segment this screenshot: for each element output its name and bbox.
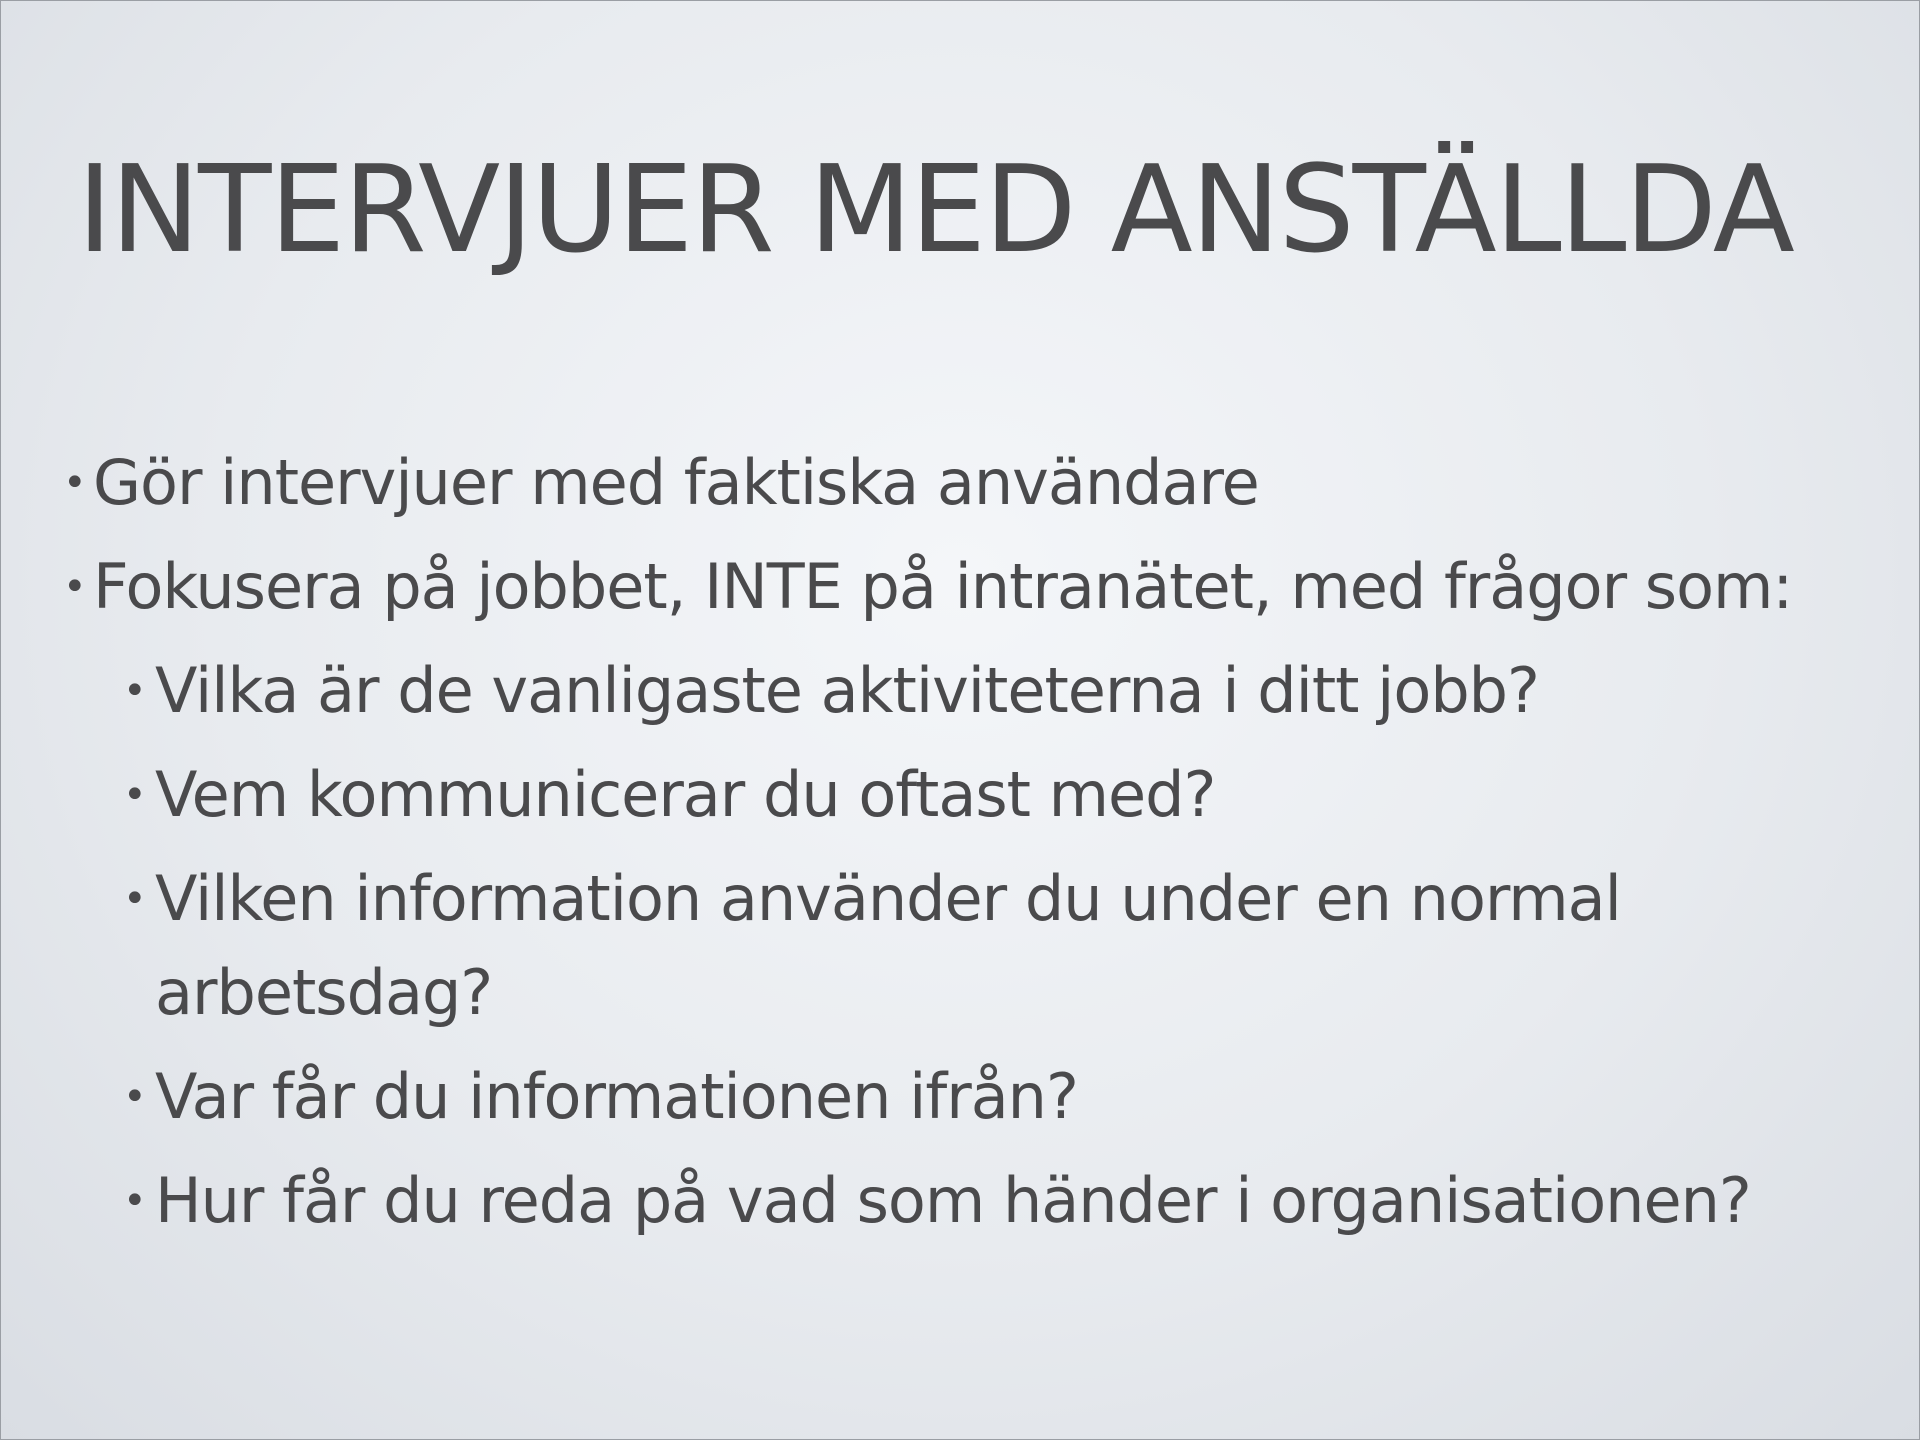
bullet-text: Vilka är de vanligaste aktiviteterna i ditt jobb? <box>155 654 1539 727</box>
sub-bullet-item <box>123 847 1735 1045</box>
bullet-dot-icon: • <box>63 460 86 506</box>
sub-bullet-item <box>123 743 1785 847</box>
bullet-dot-icon: • <box>123 772 146 818</box>
bullet-text: Gör intervjuer med faktiska användare <box>93 446 1259 519</box>
bullet-dot-icon: • <box>123 668 146 714</box>
bullet-text: Var får du informationen ifrån? <box>155 1060 1078 1133</box>
bullet-dot-icon: • <box>63 564 86 610</box>
bullet-text: Vilken information använder du under en normal arbetsdag? <box>155 862 1621 1029</box>
bullet-text: Hur får du reda på vad som händer i organisationen? <box>155 1164 1751 1237</box>
bullet-dot-icon: • <box>123 1178 146 1224</box>
bullet-item <box>63 535 1883 639</box>
bullet-list <box>63 431 1883 1253</box>
sub-bullet-item <box>123 639 1785 743</box>
bullet-dot-icon: • <box>123 1074 146 1120</box>
bullet-item <box>63 431 1883 535</box>
bullet-text: Fokusera på jobbet, INTE på intranätet, med frågor som: <box>93 550 1793 623</box>
bullet-dot-icon: • <box>123 876 146 922</box>
sub-bullet-item <box>123 1045 1785 1149</box>
slide-title: INTERVJUER MED ANSTÄLLDA <box>77 141 1793 280</box>
bullet-text: Vem kommunicerar du oftast med? <box>155 758 1216 831</box>
sub-bullet-item <box>123 1149 1785 1253</box>
